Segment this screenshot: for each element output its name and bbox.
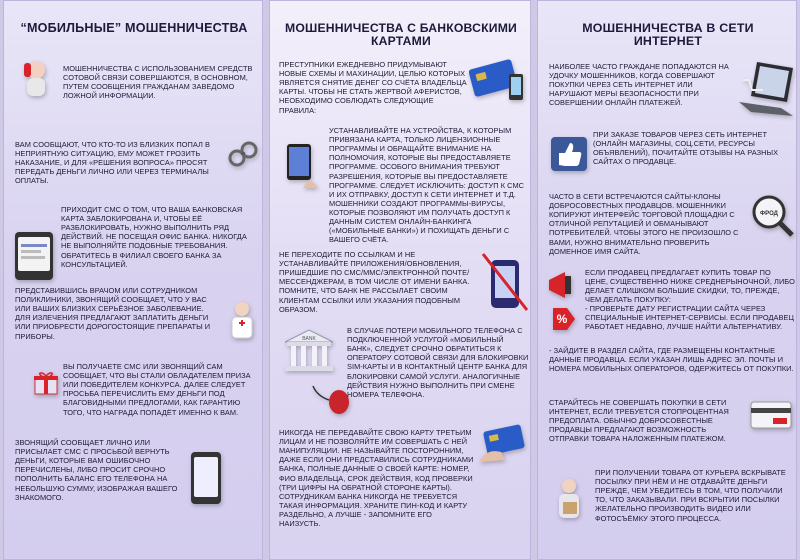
gift-icon <box>33 370 59 396</box>
reviews-text: ПРИ ЗАКАЗЕ ТОВАРОВ ЧЕРЕЗ СЕТЬ ИНТЕРНЕТ (ОНЛАЙН МАГАЗИНЫ, СОЦ.СЕТИ, РЕСУРСЫ ОБЪЯВЛЕНИЙ), ПОЧИТАЙТЕ ОТЗЫВЫ НА РАЗНЫХ САЙТАХ О ПРОДАВЦЕ. <box>592 130 779 167</box>
return-money-text: ЗВОНЯЩИЙ СООБЩАЕТ ЛИЧНО ИЛИ ПРИСЫЛАЕТ СМС С ПРОСЬБОЙ ВЕРНУТЬ ДЕНЬГИ, КОТОРЫЕ ВАМ ОШИБОЧНО ПЕРЕЧИСЛЕНЫ, ЛИБО ПРОСИТ СРОЧНО ПОПОЛНИТЬ БАЛАНС ЕГО ТЕЛЕФОНА НА НЕБОЛЬШУЮ СУММУ, ИЗОБРАЖАЯ ВАШЕГО ЗНАКОМОГО. <box>15 438 178 502</box>
low-price-text: ЕСЛИ ПРОДАВЕЦ ПРЕДЛАГАЕТ КУПИТЬ ТОВАР ПО ЦЕНЕ, СУЩЕСТВЕННО НИЖЕ СРЕДНЕРЫНОЧНОЙ, ЛИБО ДЕЛАЕТ СЛИШКОМ БОЛЬШИЕ СКИДКИ, ТО, ПРЕЖДЕ, ЧЕМ ДЕЛАТЬ ПОКУПКУ: <box>584 268 795 305</box>
check-registration-text: - ПРОВЕРЬТЕ ДАТУ РЕГИСТРАЦИИ САЙТА ЧЕРЕЗ СПЕЦИАЛЬНЫЕ ИНТЕРНЕТ-СЕРВИСЫ. ЕСЛИ ПРОДАВЕЦ РАБОТАЕТ НЕДАВНО, ЛУЧШЕ НАЙТИ АЛЬТЕРНАТИВУ. <box>584 304 794 332</box>
card-rules-intro: ПРЕСТУПНИКИ ЕЖЕДНЕВНО ПРИДУМЫВАЮТ НОВЫЕ СХЕМЫ И МАХИНАЦИИ, ЦЕЛЬЮ КОТОРЫХ ЯВЛЯЕТСЯ СНЯТИЕ ДЕНЕГ СО СЧЁТА ВЛАДЕЛЬЦА КАРТЫ. ЧТОБЫ НЕ СТАТЬ ЖЕРТВОЙ АФЕРИСТОВ, НЕОБХОДИМО СОБЛЮДАТЬ СЛЕДУЮЩИЕ ПРАВИЛА: <box>279 60 467 115</box>
hand-card-icon <box>475 422 529 466</box>
courier-icon <box>551 476 587 522</box>
bank-card-fraud-column <box>269 0 531 560</box>
clone-sites-text: ЧАСТО В СЕТИ ВСТРЕЧАЮТСЯ САЙТЫ-КЛОНЫ ДОБРОСОВЕСТНЫХ ПРОДАВЦОВ. МОШЕННИКИ КОПИРУЮТ ИНТЕРФЕЙС ТОРГОВОЙ ПЛОЩАДКИ С ОТЛИЧНОЙ РЕПУТАЦИЕЙ И ОБМАНЫВАЮТ ПОТРЕБИТЕЛЕЙ. ЧТОБЫ ЭТОГО НЕ ПРОИЗОШЛО С ВАМИ, НУЖНО ВНИМАТЕЛЬНО ПРОВЕРИТЬ ДОМЕННОЕ ИМЯ САЙТА. <box>548 192 739 256</box>
internet-intro-text: НАИБОЛЕЕ ЧАСТО ГРАЖДАНЕ ПОПАДАЮТСЯ НА УДОЧКУ МОШЕННИКОВ, КОГДА СОВЕРШАЮТ ПОКУПКИ ЧЕРЕЗ СЕТЬ ИНТЕРНЕТ ИЛИ НАРУШАЮТ МЕРЫ БЕЗОПАСНОСТИ ПРИ СОВЕРШЕНИИ ОНЛАЙН ПЛАТЕЖЕЙ. <box>548 62 729 108</box>
prize-winner-text: ВЫ ПОЛУЧАЕТЕ СМС ИЛИ ЗВОНЯЩИЙ САМ СООБЩАЕТ, ЧТО ВЫ СТАЛИ ОБЛАДАТЕЛЕМ ПРИЗА ИЛИ ПОБЕДИТЕЛЕМ КОНКУРСА. ДАЛЕЕ СЛЕДУЕТ ПРОСЬБА ПЕРЕЧИСЛИТЬ ЕМУ ДЕНЬГИ ПОД БЛАГОВИДНЫМИ ПРЕДЛОГАМИ, КАК ГАРАНТИЮ ТОГО, ЧТО НАГРАДА ПОПАДЁТ ИМЕННО К ВАМ. <box>63 362 251 417</box>
mobile-fraud-intro: МОШЕННИЧЕСТВА С ИСПОЛЬЗОВАНИЕМ СРЕДСТВ СОТОВОЙ СВЯЗИ СОВЕРШАЮТСЯ, В ОСНОВНОМ, ПУТЕМ СООБЩЕНИЯ ГРАЖДАНАМ ЗАВЕДОМО ЛОЖНОЙ ИНФОРМАЦИИ. <box>63 64 253 101</box>
no-links-text: НЕ ПЕРЕХОДИТЕ ПО ССЫЛКАМ И НЕ УСТАНАВЛИВАЙТЕ ПРИЛОЖЕНИЯ/ОБНОВЛЕНИЯ, ПРИШЕДШИЕ ПО СМС/ММС/ЭЛЕКТРОННОЙ ПОЧТЕ/МЕССЕНДЖЕРАМ, В ТОМ ЧИСЛЕ ОТ ИМЕНИ БАНКА. ПОМНИТЕ, ЧТО БАНК НЕ РАССЫЛАЕТ СВОИМ КЛИЕНТАМ ССЫЛКИ ИЛИ УКАЗАНИЯ ПОДОБНЫМ ОБРАЗОМ. <box>279 250 470 314</box>
bank-building-icon <box>281 328 337 374</box>
thumbs-up-icon <box>549 135 589 173</box>
bank-sign-label: BANK <box>302 336 316 342</box>
courier-check-text: ПРИ ПОЛУЧЕНИИ ТОВАРА ОТ КУРЬЕРА ВСКРЫВАТЕ ПОСЫЛКУ ПРИ НЁМ И НЕ ОТДАВАЙТЕ ДЕНЬГИ ПРЕЖДЕ, ЧЕМ УБЕДИТЕСЬ В ТОМ, ЧТО ПОЛУЧИЛИ ТО, ЧТО ЗАКАЗЫВАЛИ. ПРИ ВСКРЫТИИ ПОСЫЛКИ ЖЕЛАТЕЛЬНО ПРОИЗВОДИТЬ ВИДЕО ИЛИ ФОТОСЪЁМКУ ЭТОГО ПРОЦЕССА. <box>594 468 786 523</box>
sale-tag-icon <box>551 306 577 332</box>
mobile-fraud-column <box>3 0 263 560</box>
tablet-icon <box>281 140 321 190</box>
licensed-apps-text: УСТАНАВЛИВАЙТЕ НА УСТРОЙСТВА, К КОТОРЫМ ПРИВЯЗАНА КАРТА, ТОЛЬКО ЛИЦЕНЗИОННЫЕ ПРОГРАММЫ И ОБРАЩАЙТЕ ВНИМАНИЕ НА ПОЛНОМОЧИЯ, КОТОРЫЕ ВЫ ПРЕДОСТАВЛЯЕТЕ ПРОГРАММЕ. ОСОБОГО ВНИМАНИЯ ТРЕБУЮТ РАЗРЕШЕНИЯ, КОТОРЫЕ ВЫ ПРЕДОСТАВЛЯЕТЕ ПРОГРАММЕ. СЛЕДУЕТ ИСКЛЮЧИТЬ: ДОСТУП К СМС И ИХ ОТПРАВКУ, ДОСТУП К СЕТИ ИНТЕРНЕТ И Т.Д. МОШЕННИКИ СОЗДАЮТ ПРОГРАММЫ-ВИРУСЫ, КОТОРЫЕ ПОЗВОЛЯЮТ ИМ ПОЛУЧАТЬ ДОСТУП К ДАННЫМ СИСТЕМ ОНЛАЙН-БАНКИНГА («МОБИЛЬНЫЕ БАНКИ») И ПОХИЩАТЬ ДЕНЬГИ С ВАШЕГО СЧЁТА. <box>329 126 525 245</box>
lost-phone-text: В СЛУЧАЕ ПОТЕРИ МОБИЛЬНОГО ТЕЛЕФОНА С ПОДКЛЮЧЕННОЙ УСЛУГОЙ «МОБИЛЬНЫЙ БАНК», СЛЕДУЕТ СРОЧНО ОБРАТИТЬСЯ К ОПЕРАТОРУ СОТОВОЙ СВЯЗИ ДЛЯ БЛОКИРОВКИ SIM-КАРТЫ И В КОНТАКТНЫЙ ЦЕНТР БАНКА ДЛЯ БЛОКИРОВКИ САМОЙ УСЛУГИ. АНАЛОГИЧНЫЕ ДЕЙСТВИЯ НУЖНО ВЫПОЛНИТЬ ПРИ СМЕНЕ НОМЕРА ТЕЛЕФОНА. <box>347 326 529 399</box>
phone-sms-icon <box>15 232 53 280</box>
magnifier-fraud-icon <box>749 192 795 238</box>
relative-trouble-text: ВАМ СООБЩАЮТ, ЧТО КТО-ТО ИЗ БЛИЗКИХ ПОПАЛ В НЕПРИЯТНУЮ СИТУАЦИЮ, ЕМУ МОЖЕТ ГРОЗИТЬ НАКАЗАНИЕ, И ДЛЯ «РЕШЕНИЯ ВОПРОСА» ПРОСЯТ ПЕРЕДАТЬ ДЕНЬГИ ЛИЧНО ИЛИ ЧЕРЕЗ ТЕРМИНАЛЫ ОПЛАТЫ. <box>15 140 210 186</box>
fraud-sign-label: ФРОД <box>760 211 778 217</box>
internet-fraud-column <box>537 0 797 560</box>
card-phone-icon <box>469 58 527 102</box>
internet-fraud-title: МОШЕННИЧЕСТВА В СЕТИ ИНТЕРНЕТ <box>582 21 754 49</box>
fake-doctor-text: ПРЕДСТАВИВШИСЬ ВРАЧОМ ИЛИ СОТРУДНИКОМ ПОЛИКЛИНИКИ, ЗВОНЯЩИЙ СООБЩАЕТ, ЧТО У ВАС ИЛИ ВАШИХ БЛИЗКИХ СЕРЬЁЗНОЕ ЗАБОЛЕВАНИЕ. ДЛЯ ИЗЛЕЧЕНИЯ ПРЕДЛАГАЮТ ЗАПЛАТИТЬ ДЕНЬГИ ИЛИ ПРИОБРЕСТИ ДОРОГОСТОЯЩИЕ ПРЕПАРАТЫ И ПРИБОРЫ. <box>15 286 211 341</box>
payment-card-icon <box>747 398 795 436</box>
sale-badge-label: % <box>556 312 568 326</box>
mobile-fraud-title: “МОБИЛЬНЫЕ” МОШЕННИЧЕСТВА <box>20 21 248 35</box>
card-secrecy-text: НИКОГДА НЕ ПЕРЕДАВАЙТЕ СВОЮ КАРТУ ТРЕТЬИМ ЛИЦАМ И НЕ ПОЗВОЛЯЙТЕ ИМ СОВЕРШАТЬ С НЕЙ МАНИПУЛЯЦИИ. НЕ НАЗЫВАЙТЕ ПОСТОРОННИМ, ДАЖЕ ЕСЛИ ОНИ ПРЕДСТАВИЛИСЬ СОТРУДНИКАМИ БАНКА, ПОЛНЫЕ ДАННЫЕ О СВОЕЙ КАРТЕ: НОМЕР, ФИО ВЛАДЕЛЬЦА, СРОК ДЕЙСТВИЯ, КОД ПРОВЕРКИ (ТРИ ЦИФРЫ НА ОБРАТНОЙ СТОРОНЕ КАРТЫ). СОТРУДНИКАМ БАНКА НИКОГДА НЕ ТРЕБУЕТСЯ ТАКАЯ ИНФОРМАЦИЯ. ХРАНИТЕ ПИН-КОД И КАРТУ РАЗДЕЛЬНО, А ЛУЧШЕ - ЗАПОМНИТЕ ЕГО НАИЗУСТЬ. <box>279 428 474 529</box>
handcuffs-icon <box>228 140 258 170</box>
prepayment-text: СТАРАЙТЕСЬ НЕ СОВЕРШАТЬ ПОКУПКИ В СЕТИ ИНТЕРНЕТ, ЕСЛИ ТРЕБУЕТСЯ СТОПРОЦЕНТНАЯ ПРЕДОПЛАТА. ОБЫЧНО ДОБРОСОВЕСТНЫЕ ПРОДАВЦЫ ПРЕДЛАГАЮТ ВОЗМОЖНОСТЬ ОТПРАВКИ ТОВАРА НАЛОЖЕННЫМ ПЛАТЕЖОМ. <box>548 398 729 444</box>
megaphone-icon <box>545 268 581 304</box>
doctor-icon <box>225 300 259 340</box>
laptop-cart-icon <box>737 58 795 120</box>
phone-call-icon <box>21 58 51 98</box>
check-contacts-text: - ЗАЙДИТЕ В РАЗДЕЛ САЙТА, ГДЕ РАЗМЕЩЕНЫ КОНТАКТНЫЕ ДАННЫЕ ПРОДАВЦА. ЕСЛИ УКАЗАН ЛИШЬ АДРЕС ЭЛ. ПОЧТЫ И НОМЕРА МОБИЛЬНЫХ ОПЕРАТОРОВ, ОДЕРЖИТЕСЬ ОТ ПОКУПКИ. <box>548 346 794 374</box>
no-phone-icon <box>481 252 529 312</box>
hand-phone-icon <box>191 452 221 504</box>
blocked-card-sms-text: ПРИХОДИТ СМС О ТОМ, ЧТО ВАША БАНКОВСКАЯ КАРТА ЗАБЛОКИРОВАНА И, ЧТОБЫ ЕЁ РАЗБЛОКИРОВАТЬ, НУЖНО ВЫПОЛНИТЬ РЯД ДЕЙСТВИЙ. НЕ ПОСЕЩАЯ ОФИС БАНКА. НИКОГДА НЕ ВЫПОЛНЯЙТЕ ПОДОБНЫЕ ТРЕБОВАНИЯ. ОБРАТИТЕСЬ В ФИЛИАЛ СВОЕГО БАНКА ЗА КОНСУЛЬТАЦИЕЙ. <box>61 205 247 269</box>
bank-card-fraud-title: МОШЕННИЧЕСТВА С БАНКОВСКИМИ КАРТАМИ <box>284 21 518 48</box>
